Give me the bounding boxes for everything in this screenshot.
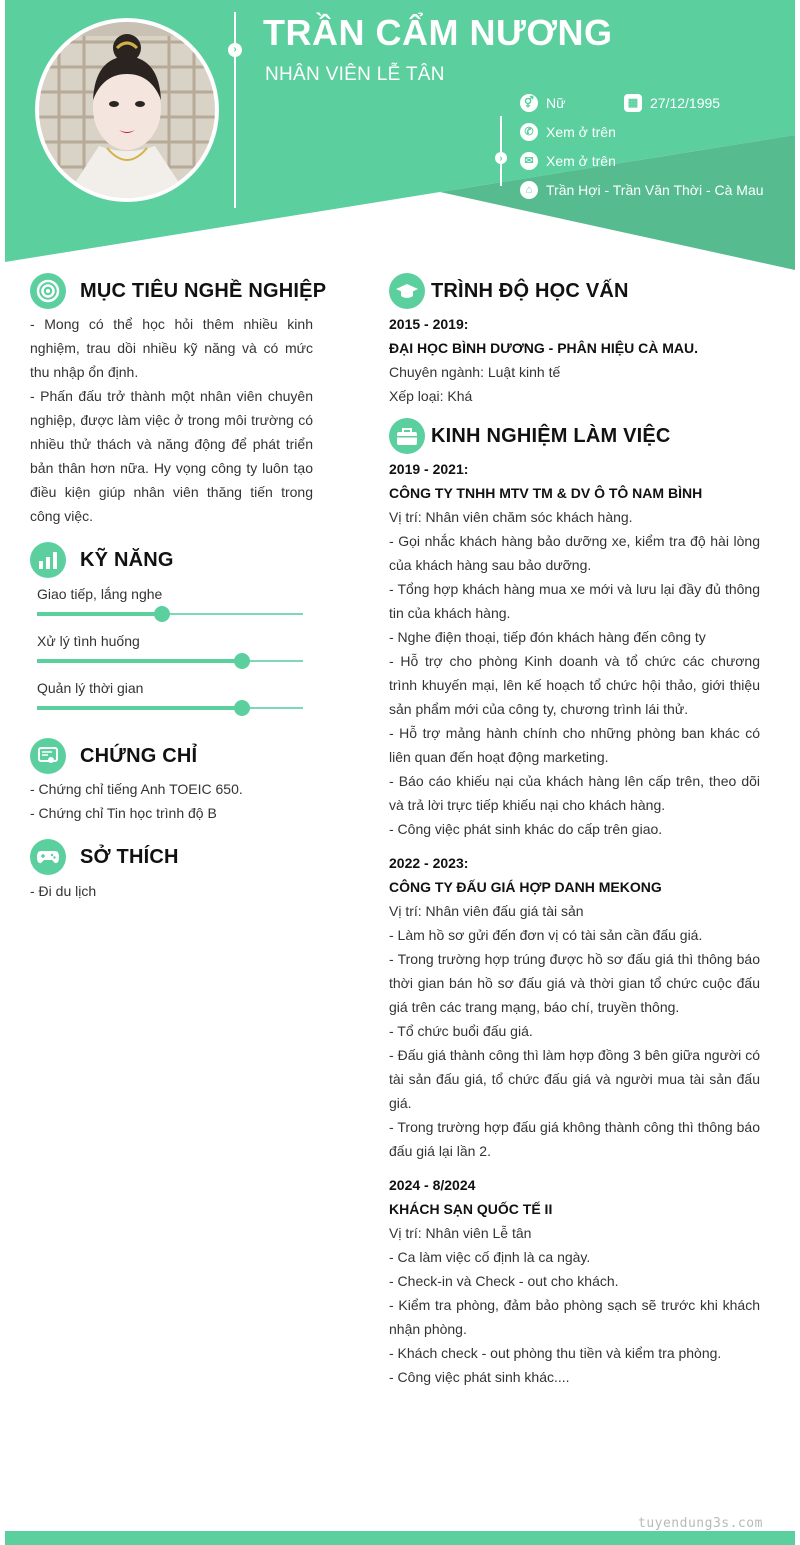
certificates-list xyxy=(30,777,313,825)
address-value: Trần Hợi - Trần Văn Thời - Cà Mau xyxy=(546,182,764,198)
skill-bar xyxy=(37,707,303,709)
skills-heading xyxy=(30,542,174,578)
education-grade: Xếp loại: Khá xyxy=(389,388,473,404)
job-line: - Hỗ trợ mảng hành chính cho những phòng ban khác có liên quan đến hoạt động marketing. xyxy=(389,725,760,765)
certificates-heading xyxy=(30,738,197,774)
gender-value: Nữ xyxy=(546,95,566,111)
address-info xyxy=(520,181,764,199)
job-line: - Trong trường hợp trúng được hồ sơ đấu giá thì thông báo thời gian bán hồ sơ đấu giá và thời gian tổ chức cuộc đấu giá trên các trang mạng, báo chí, truyền thông. xyxy=(389,951,760,1015)
email-info xyxy=(520,152,616,170)
job-company: KHÁCH SẠN QUỐC TẾ II xyxy=(389,1201,553,1217)
objective-paragraph-2: - Phấn đấu trở thành một nhân viên chuyên nghiệp, được làm việc ở trong môi trường có nhiều thử thách và năng động để phát triển bản thân hơn nữa. Hy vọng công ty luôn tạo điều kiện giúp nhân viên thăng tiến trong công việc. xyxy=(30,388,313,524)
info-divider xyxy=(500,116,502,186)
job-line: - Đấu giá thành công thì làm hợp đồng 3 bên giữa người có tài sản đấu giá, tổ chức đấu giá và người mua tài sản đấu giá. xyxy=(389,1047,760,1111)
job-line: - Báo cáo khiếu nại của khách hàng lên cấp trên, theo dõi và trả lời trực tiếp khiếu nại cho khách hàng. xyxy=(389,773,760,813)
objective-title: MỤC TIÊU NGHỀ NGHIỆP xyxy=(80,279,327,302)
hobbies-heading xyxy=(30,839,179,875)
job-line: - Ca làm việc cố định là ca ngày. xyxy=(389,1249,591,1265)
certificates-title: CHỨNG CHỈ xyxy=(80,744,198,767)
education-major: Chuyên ngành: Luật kinh tế xyxy=(389,364,561,380)
chevron-right-icon: › xyxy=(228,43,242,57)
avatar xyxy=(35,18,219,202)
job-line: - Làm hồ sơ gửi đến đơn vị có tài sản cần đấu giá. xyxy=(389,927,703,943)
briefcase-icon xyxy=(389,418,425,454)
job-line: Vị trí: Nhân viên đấu giá tài sản xyxy=(389,903,584,919)
education-heading xyxy=(389,273,629,309)
dob-info xyxy=(624,94,720,112)
graduation-cap-icon xyxy=(389,273,425,309)
job-period: 2022 - 2023: xyxy=(389,855,469,871)
cv-header xyxy=(5,0,795,270)
job-line: Vị trí: Nhân viên Lễ tân xyxy=(389,1225,532,1241)
skills-title: KỸ NĂNG xyxy=(80,548,174,571)
job-line: - Trong trường hợp đấu giá không thành công thì thông báo đấu giá lại lần 2. xyxy=(389,1119,760,1159)
job-line: - Công việc phát sinh khác.... xyxy=(389,1369,570,1385)
job-line: - Công việc phát sinh khác do cấp trên giao. xyxy=(389,821,663,837)
job-line: - Kiểm tra phòng, đảm bảo phòng sạch sẽ trước khi khách nhận phòng. xyxy=(389,1297,760,1337)
experience-title: KINH NGHIỆM LÀM VIỆC xyxy=(431,424,671,447)
phone-icon: ✆ xyxy=(520,123,538,141)
header-divider xyxy=(234,12,236,208)
job-line: - Hỗ trợ cho phòng Kinh doanh và tổ chức các chương trình khuyến mại, lên kế hoạch tổ chức hội thảo, giới thiệu sản phẩm mới của công ty, chương trình lái thử. xyxy=(389,653,760,717)
skill-label: Giao tiếp, lắng nghe xyxy=(37,586,163,602)
job-line: - Check-in và Check - out cho khách. xyxy=(389,1273,619,1289)
certificate-item: - Chứng chỉ tiếng Anh TOEIC 650. xyxy=(30,781,243,797)
job-line: - Khách check - out phòng thu tiền và kiểm tra phòng. xyxy=(389,1345,722,1361)
gamepad-icon xyxy=(30,839,66,875)
job-line: Vị trí: Nhân viên chăm sóc khách hàng. xyxy=(389,509,633,525)
skill-bar-knob xyxy=(154,606,170,622)
skill-bar-knob xyxy=(234,653,250,669)
job-period: 2019 - 2021: xyxy=(389,461,469,477)
email-icon: ✉ xyxy=(520,152,538,170)
phone-value: Xem ở trên xyxy=(546,124,616,140)
target-icon xyxy=(30,273,66,309)
education-period: 2015 - 2019: xyxy=(389,316,469,332)
dob-value: 27/12/1995 xyxy=(650,95,721,111)
education-title: TRÌNH ĐỘ HỌC VẤN xyxy=(431,279,629,302)
skill-bar-knob xyxy=(234,700,250,716)
job-period: 2024 - 8/2024 xyxy=(389,1177,476,1193)
skill-bar xyxy=(37,660,303,662)
education-details xyxy=(389,312,760,408)
footer-bar xyxy=(5,1531,795,1545)
home-icon: ⌂ xyxy=(520,181,538,199)
gender-icon: ⚥ xyxy=(520,94,538,112)
candidate-role: NHÂN VIÊN LỄ TÂN xyxy=(265,64,445,85)
education-school: ĐẠI HỌC BÌNH DƯƠNG - PHÂN HIỆU CÀ MAU. xyxy=(389,340,698,356)
job-company: CÔNG TY ĐẤU GIÁ HỢP DANH MEKONG xyxy=(389,879,662,895)
job-company: CÔNG TY TNHH MTV TM & DV Ô TÔ NAM BÌNH xyxy=(389,485,703,501)
job-entry xyxy=(389,457,760,841)
watermark: tuyendung3s.com xyxy=(638,1516,763,1531)
candidate-name: TRẦN CẨM NƯƠNG xyxy=(263,12,613,53)
hobby-item: - Đi du lịch xyxy=(30,883,97,899)
profile-photo xyxy=(39,22,215,198)
job-line: - Tổng hợp khách hàng mua xe mới và lưu lại đầy đủ thông tin của khách hàng. xyxy=(389,581,760,621)
phone-info xyxy=(520,123,616,141)
skill-bar-fill xyxy=(37,706,242,710)
job-line: - Gọi nhắc khách hàng bảo dưỡng xe, kiểm tra độ hài lòng của khách hàng sau bảo dưỡng. xyxy=(389,533,760,573)
email-value: Xem ở trên xyxy=(546,153,616,169)
skill-label: Xử lý tình huống xyxy=(37,633,140,649)
skill-bar-fill xyxy=(37,659,242,663)
hobbies-list xyxy=(30,879,313,903)
bar-chart-icon xyxy=(30,542,66,578)
calendar-icon: ▦ xyxy=(624,94,642,112)
objective-paragraph-1: - Mong có thể học hỏi thêm nhiều kinh nghiệm, trau dồi nhiều kỹ năng và có mức thu nhập ổn định. xyxy=(30,316,313,380)
skill-bar xyxy=(37,613,303,615)
objective-heading xyxy=(30,273,326,309)
chevron-right-icon: › xyxy=(495,152,507,164)
hobbies-title: SỞ THÍCH xyxy=(80,845,179,868)
skill-label: Quản lý thời gian xyxy=(37,680,144,696)
gender-info xyxy=(520,94,565,112)
certificate-icon xyxy=(30,738,66,774)
job-line: - Nghe điện thoại, tiếp đón khách hàng đến công ty xyxy=(389,629,706,645)
job-entry xyxy=(389,851,760,1163)
experience-heading xyxy=(389,418,671,454)
job-entry xyxy=(389,1173,760,1389)
certificate-item: - Chứng chỉ Tin học trình độ B xyxy=(30,805,217,821)
skill-bar-fill xyxy=(37,612,162,616)
job-line: - Tổ chức buổi đấu giá. xyxy=(389,1023,533,1039)
objective-text xyxy=(30,312,313,528)
